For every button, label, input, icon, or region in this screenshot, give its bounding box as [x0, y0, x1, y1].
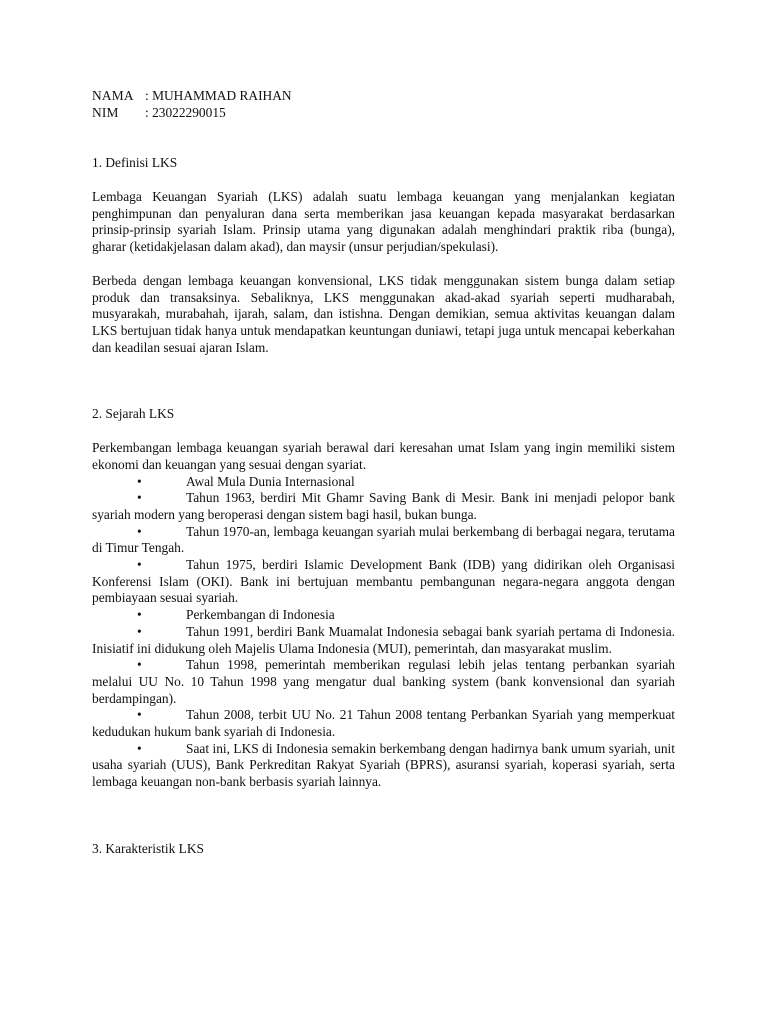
bullet-mark: •	[137, 490, 142, 506]
bullet-mark: •	[137, 523, 142, 539]
sejarah-intro: Perkembangan lembaga keuangan syariah berawal dari keresahan umat Islam yang ingin memiliki sistem ekonomi dan keuangan yang sesuai dengan syariat.	[92, 440, 675, 472]
spacer	[92, 121, 675, 155]
list-item-text: Tahun 1991, berdiri Bank Muamalat Indonesia sebagai bank syariah pertama di Indonesia. Inisiatif ini didukung oleh Majelis Ulama Indonesia (MUI), pemerintah, dan masyarakat muslim.	[92, 623, 675, 656]
spacer	[92, 423, 675, 440]
list-item	[92, 707, 675, 740]
bullet-mark: •	[137, 473, 142, 489]
spacer	[92, 791, 675, 841]
list-item	[92, 557, 675, 607]
spacer	[92, 256, 675, 273]
bullet-mark: •	[137, 557, 142, 573]
definisi-paragraph-1: Lembaga Keuangan Syariah (LKS) adalah suatu lembaga keuangan yang menjalankan kegiatan penghimpunan dan penyaluran dana serta memberikan jasa keuangan kepada masyarakat berdasarkan prinsip-prinsip syariah Islam. Prinsip utama yang digunakan adalah menghindari praktik riba (bunga), gharar (ketidakjelasan dalam akad), dan maysir (unsur perjudian/spekulasi).	[92, 189, 675, 255]
list-item-text: Tahun 2008, terbit UU No. 21 Tahun 2008 tentang Perbankan Syariah yang memperkuat kedudukan hukum bank syariah di Indonesia.	[92, 707, 675, 740]
nim-label: NIM	[92, 104, 119, 120]
nim-value: : 23022290015	[145, 104, 226, 120]
list-item	[92, 657, 675, 707]
list-item-text: Saat ini, LKS di Indonesia semakin berkembang dengan hadirnya bank umum syariah, unit usaha syariah (UUS), Bank Perkreditan Rakyat Syariah (BPRS), asuransi syariah, koperasi syariah, serta lembaga keuangan non-bank berbasis syariah lainnya.	[92, 740, 675, 790]
section-heading-definisi: 1. Definisi LKS	[92, 155, 178, 171]
list-item	[92, 490, 675, 523]
list-item	[92, 607, 675, 624]
list-item	[92, 741, 675, 791]
bullet-mark: •	[137, 707, 142, 723]
name-line	[92, 88, 675, 105]
bullet-mark: •	[137, 607, 142, 623]
list-item-text: Perkembangan di Indonesia	[186, 607, 335, 623]
list-item-text: Tahun 1970-an, lembaga keuangan syariah mulai berkembang di berbagai negara, terutama di Timur Tengah.	[92, 523, 675, 556]
list-item	[92, 524, 675, 557]
name-label: NAMA	[92, 88, 134, 103]
list-item-text: Tahun 1963, berdiri Mit Ghamr Saving Bank di Mesir. Bank ini menjadi pelopor bank syariah modern yang beroperasi dengan sistem bagi hasil, bukan bunga.	[92, 490, 675, 522]
bullet-mark: •	[137, 657, 142, 673]
spacer	[92, 172, 675, 189]
list-item-text: Tahun 1998, pemerintah memberikan regulasi lebih jelas tentang perbankan syariah melalui UU No. 10 Tahun 1998 yang mengatur dual banking system (bank konvensional dan syariah berdampingan).	[92, 657, 675, 706]
section-heading-karakteristik: 3. Karakteristik LKS	[92, 840, 204, 856]
name-value: : MUHAMMAD RAIHAN	[145, 88, 292, 103]
document-body	[92, 88, 675, 858]
bullet-mark: •	[137, 740, 142, 756]
list-item-text: Tahun 1975, berdiri Islamic Development Bank (IDB) yang didirikan oleh Organisasi Konferensi Islam (OKI). Bank ini bertujuan membantu pembangunan negara-negara anggota dengan pembiayaan sesuai syariah.	[92, 557, 675, 606]
section-heading-sejarah: 2. Sejarah LKS	[92, 406, 175, 422]
nim-line	[92, 105, 675, 122]
list-item	[92, 624, 675, 657]
list-item	[92, 474, 675, 491]
bullet-mark: •	[137, 623, 142, 639]
definisi-paragraph-2: Berbeda dengan lembaga keuangan konvensional, LKS tidak menggunakan sistem bunga dalam setiap produk dan transaksinya. Sebaliknya, LKS menggunakan akad-akad syariah seperti mudharabah, musyarakah, murabahah, ijarah, salam, dan istishna. Dengan demikian, semua aktivitas keuangan dalam LKS bertujuan tidak hanya untuk mendapatkan keuntungan duniawi, tetapi juga untuk mencapai keberkahan dan keadilan sesuai ajaran Islam.	[92, 272, 675, 355]
spacer	[92, 356, 675, 406]
list-item-text: Awal Mula Dunia Internasional	[186, 473, 355, 489]
